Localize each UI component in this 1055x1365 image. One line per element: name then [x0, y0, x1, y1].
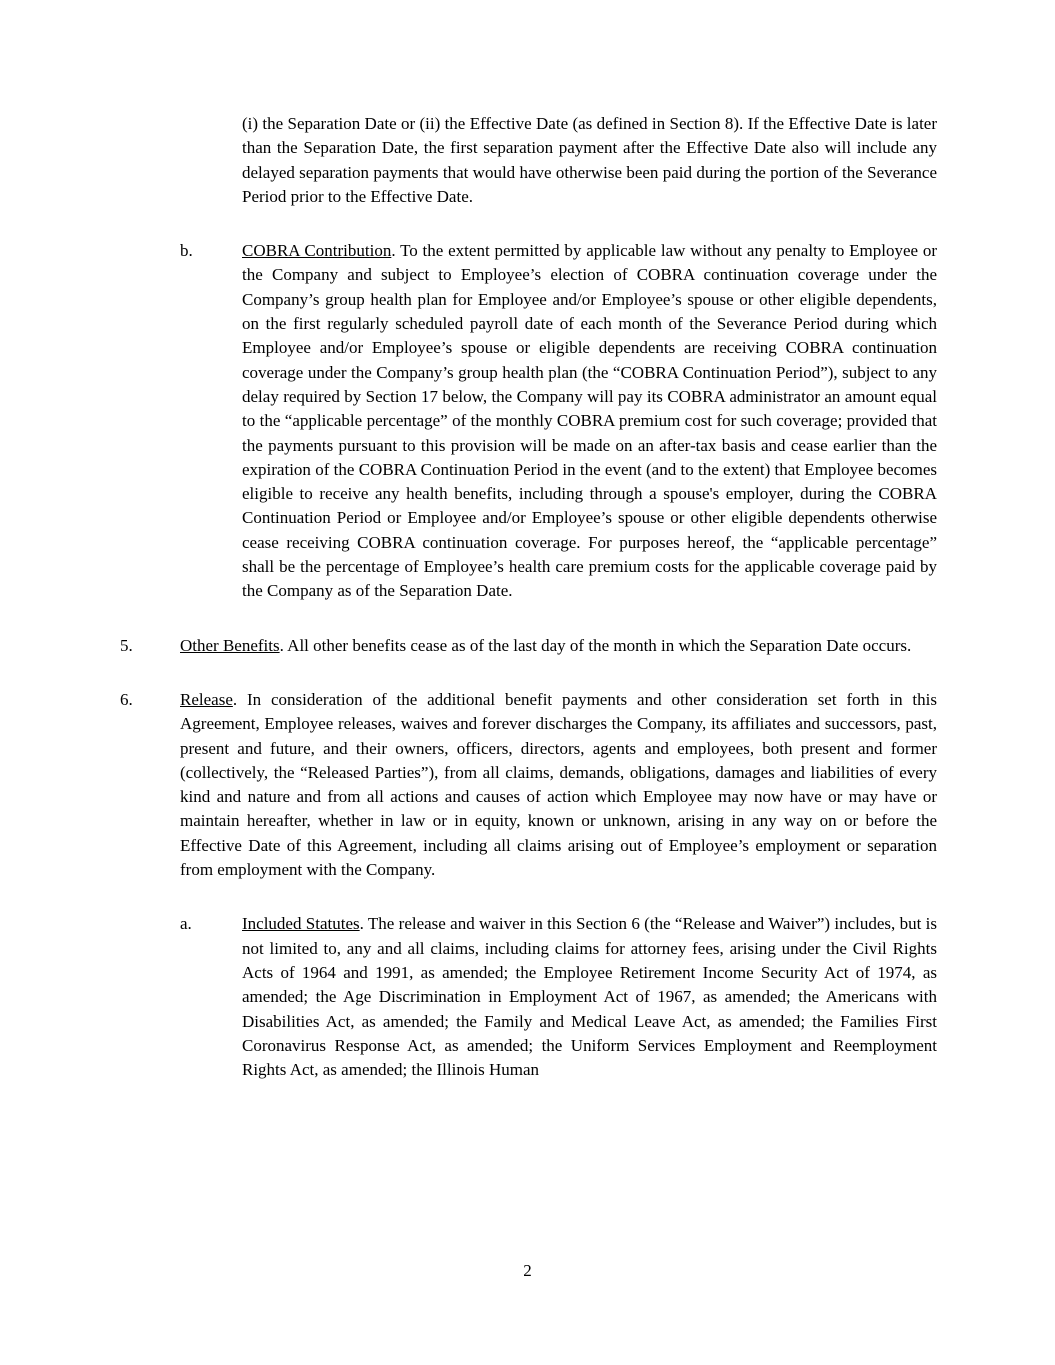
page-number: 2: [523, 1260, 532, 1280]
paragraph-separation-payment-continuation: [120, 112, 937, 209]
list-marker-6: 6.: [120, 689, 133, 709]
paragraph-cobra-contribution: [120, 239, 937, 603]
paragraph-text: [242, 912, 937, 1082]
paragraph-release: [120, 688, 937, 882]
paragraph-text: (i) the Separation Date or (ii) the Effective Date (as defined in Section 8). If the Effective Date is later than the Separation Date, the first separation payment after the Effective Date also will include any delayed separation payments that would have otherwise been paid during the portion of the Severance Period prior to the Effective Date.: [242, 114, 937, 206]
paragraph-text: [180, 688, 937, 882]
paragraph-body-text: . All other benefits cease as of the last day of the month in which the Separation Date occurs.: [279, 635, 912, 655]
paragraph-heading: Other Benefits: [180, 635, 280, 655]
paragraph-included-statutes: [120, 912, 937, 1082]
paragraph-heading: COBRA Contribution: [242, 241, 392, 261]
paragraph-heading: Release: [180, 689, 233, 709]
paragraph-text: [242, 239, 937, 603]
list-marker-b: b.: [180, 241, 193, 261]
paragraph-body-text: . The release and waiver in this Section 6 (the “Release and Waiver”) includes, but is not limited to, any and all claims, including claims for attorney fees, arising under the Civil Rights Acts of 1964 and 1991, as amended; the Employee Retirement Income Security Act of 1974, as amended; the Age Discrimination in Employment Act of 1967, as amended; the Americans with Disabilities Act, as amended; the Family and Medical Leave Act, as amended; the Families First Coronavirus Response Act, as amended; the Uniform Services Employment and Reemployment Rights Act, as amended; the Illinois Human: [242, 914, 937, 1080]
list-marker-a: a.: [180, 914, 192, 934]
paragraph-heading: Included Statutes: [242, 914, 360, 934]
paragraph-body-text: . In consideration of the additional benefit payments and other consideration set forth in this Agreement, Employee releases, waives and forever discharges the Company, its affiliates and successors, past, present and future, and their owners, officers, directors, agents and employees, both present and former (collectively, the “Released Parties”), from all claims, demands, obligations, damages and liabilities of every kind and nature and from all actions and causes of action which Employee may now have or may have or maintain hereafter, whether in law or in equity, known or unknown, arising in any way on or before the Effective Date of this Agreement, including all claims arising out of Employee’s employment or separation from employment with the Company.: [180, 689, 937, 880]
paragraph-text: [180, 634, 937, 658]
paragraph-body-text: . To the extent permitted by applicable law without any penalty to Employee or the Company and subject to Employee’s election of COBRA continuation coverage under the Company’s group health plan for Employee and/or Employee’s spouse or other eligible dependents, on the first regularly scheduled payroll date of each month of the Severance Period during which Employee and/or Employee’s spouse or eligible dependents are receiving COBRA continuation coverage under the Company’s group health plan (the “COBRA Continuation Period”), subject to any delay required by Section 17 below, the Company will pay its COBRA administrator an amount equal to the “applicable percentage” of the monthly COBRA premium cost for such coverage; provided that the payments pursuant to this provision will be made on an after-tax basis and cease earlier than the expiration of the COBRA Continuation Period in the event (and to the extent) that Employee becomes eligible to receive any health benefits, including through a spouse's employer, during the COBRA Continuation Period or Employee and/or Employee’s spouse or other eligible dependents otherwise cease receiving COBRA continuation coverage. For purposes hereof, the “applicable percentage” shall be the percentage of Employee’s health care premium costs for the applicable coverage paid by the Company as of the Separation Date.: [242, 241, 937, 601]
paragraph-other-benefits: [120, 634, 937, 658]
list-marker-5: 5.: [120, 635, 133, 655]
